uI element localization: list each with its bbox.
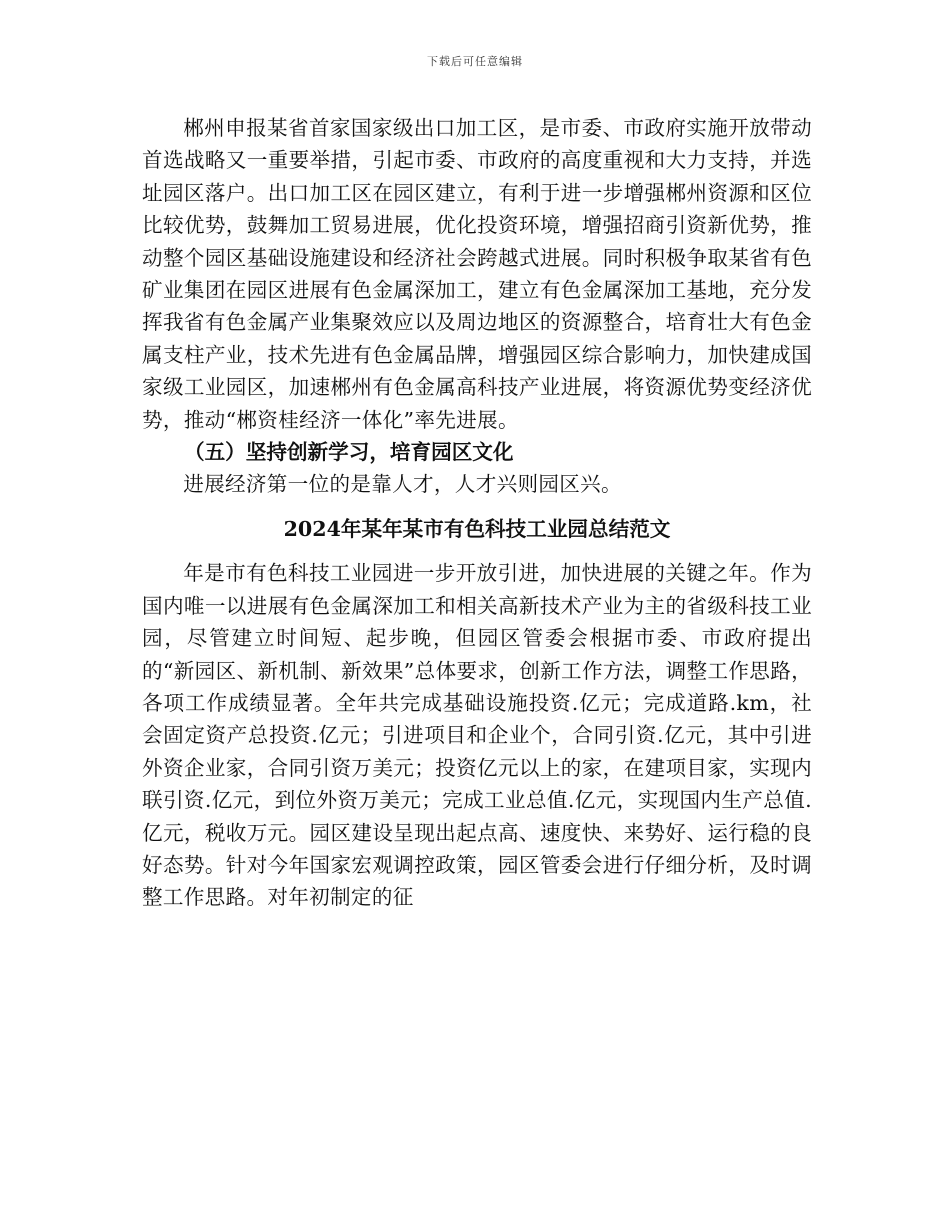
document-title: 2024年某年某市有色科技工业园总结范文 xyxy=(283,516,671,541)
paragraph-export-zone: 郴州申报某省首家国家级出口加工区，是市委、市政府实施开放带动首选战略又一重要举措，引起市委、市政府的高度重视和大力支持，并选址园区落户。出口加工区在园区建立，有利于进一步增强郴州资源和区位比较优势，鼓舞加工贸易进展，优化投资环境，增强招商引资新优势，推动整个园区基础设施建设和经济社会跨越式进展。同时积极争取某省有色矿业集团在园区进展有色金属深加工，建立有色金属深加工基地，充分发挥我省有色金属产业集聚效应以及周边地区的资源整合，培育壮大有色金属支柱产业，技术先进有色金属品牌，增强园区综合影响力，加快建成国家级工业园区，加速郴州有色金属高科技产业进展，将资源优势变经济优势，推动“郴资桂经济一体化”率先进展。 xyxy=(142,116,812,432)
paragraph-summary: 年是市有色科技工业园进一步开放引进，加快进展的关键之年。作为国内唯一以进展有色金属深加工和相关高新技术产业为主的省级科技工业园，尽管建立时间短、起步晚，但园区管委会根据市委、市政府提出的“新园区、新机制、新效果”总体要求，创新工作方法，调整工作思路，各项工作成绩显著。全年共完成基础设施投资.亿元；完成道路.km，社会固定资产总投资.亿元；引进项目和企业个，合同引资.亿元，其中引进外资企业家，合同引资万美元；投资亿元以上的家，在建项目家，实现内联引资.亿元，到位外资万美元；完成工业总值.亿元，实现国内生产总值.亿元，税收万元。园区建设呈现出起点高、速度快、来势好、运行稳的良好态势。针对今年国家宏观调控政策，园区管委会进行仔细分析，及时调整工作思路。对年初制定的征 xyxy=(142,561,812,910)
paragraph-talent: 进展经济第一位的是靠人才，人才兴则园区兴。 xyxy=(183,472,622,497)
document-body xyxy=(142,112,812,914)
section-subheading: （五）坚持创新学习，培育园区文化 xyxy=(184,440,514,465)
page-header: 下载后可任意编辑 xyxy=(427,55,523,68)
